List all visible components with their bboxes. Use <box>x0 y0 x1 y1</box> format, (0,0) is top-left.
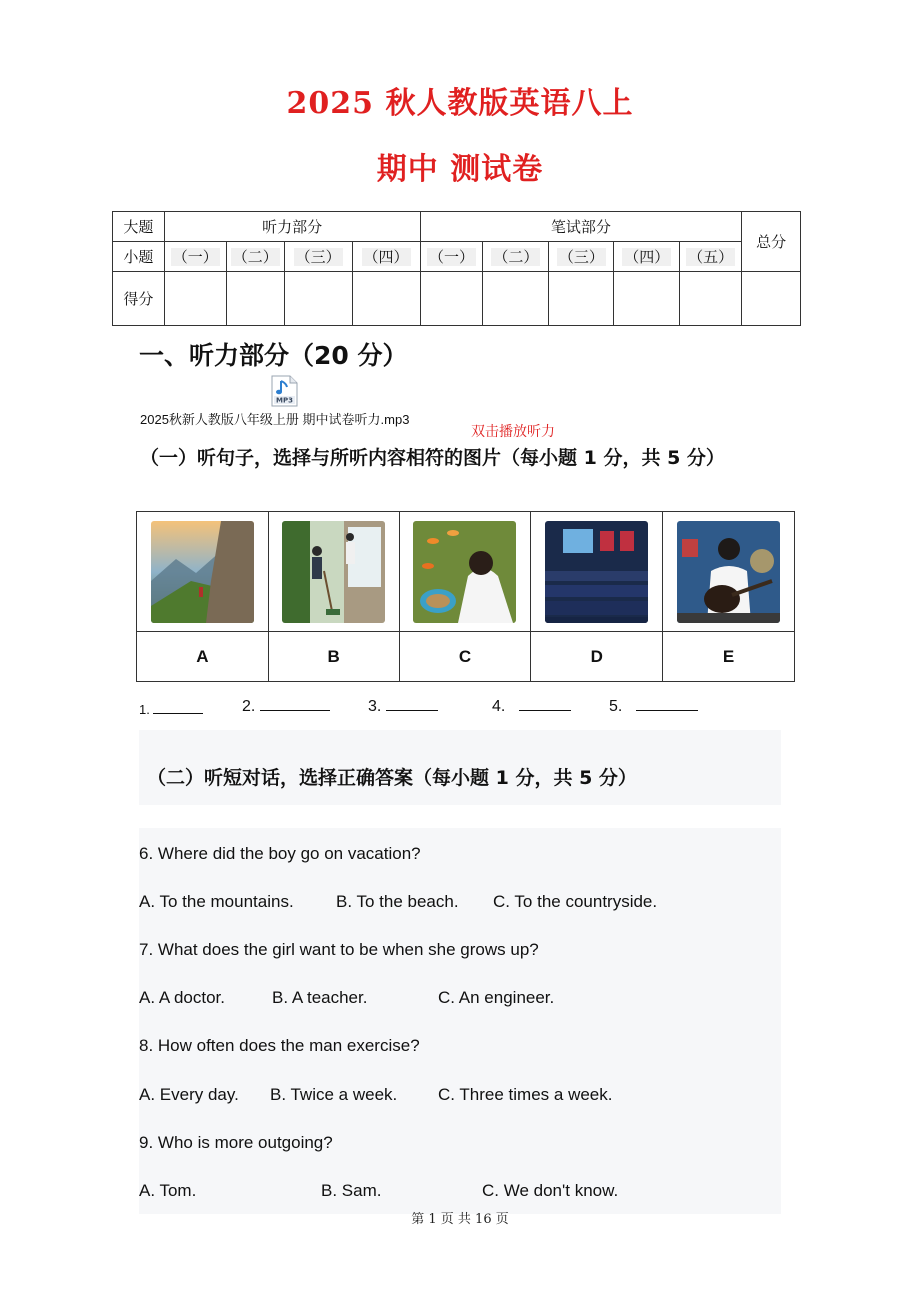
answer-blank-5[interactable] <box>609 697 698 716</box>
picture-d-cinema <box>545 521 648 623</box>
q9-option-b[interactable]: B. Sam. <box>321 1181 382 1200</box>
question-7: 7. What does the girl want to be when she grows up? <box>139 940 539 959</box>
writing-sub-2: （二） <box>493 248 539 266</box>
mp3-file-icon[interactable] <box>271 375 298 407</box>
part2-questions-panel <box>139 828 781 1214</box>
score-cell <box>614 272 680 326</box>
blank-number: 5. <box>609 698 623 715</box>
q7-option-a[interactable]: A. A doctor. <box>139 988 226 1007</box>
listening-sub-4: （四） <box>363 248 409 266</box>
picture-label-a: A <box>137 632 269 682</box>
q8-option-c[interactable]: C. Three times a week. <box>438 1085 613 1104</box>
blank-number: 2. <box>242 698 256 715</box>
score-row-sub: 小题 <box>113 242 165 272</box>
play-hint: 双击播放听力 <box>471 424 555 440</box>
q9-option-a[interactable]: A. Tom. <box>139 1181 197 1200</box>
score-header-major: 大题 <box>113 212 165 242</box>
mp3-filename[interactable]: 2025秋新人教版八年级上册 期中试卷听力.mp3 <box>140 412 410 427</box>
blank-line <box>519 697 571 711</box>
score-cell <box>420 272 483 326</box>
blank-number: 3. <box>368 698 382 715</box>
q7-option-c[interactable]: C. An engineer. <box>438 988 555 1007</box>
q7-option-b[interactable]: B. A teacher. <box>272 988 368 1007</box>
listening-sub-1: （一） <box>172 248 218 266</box>
picture-c-fish <box>413 521 516 623</box>
blank-number: 1. <box>139 702 150 717</box>
score-header-listening: 听力部分 <box>164 212 420 242</box>
listening-sub-2: （二） <box>232 248 278 266</box>
exam-title-line2: 期中 测试卷 <box>376 152 544 187</box>
score-cell <box>680 272 742 326</box>
blank-line <box>386 697 438 711</box>
picture-e-guitar <box>677 521 780 623</box>
exam-title-line1: 2025 秋人教版英语八上 <box>286 86 634 121</box>
score-header-writing: 笔试部分 <box>420 212 742 242</box>
picture-table <box>136 511 795 682</box>
q8-option-b[interactable]: B. Twice a week. <box>270 1085 398 1104</box>
writing-sub-4: （四） <box>624 248 670 266</box>
score-cell <box>352 272 420 326</box>
score-cell <box>549 272 614 326</box>
q6-option-b[interactable]: B. To the beach. <box>336 892 459 911</box>
score-cell <box>742 272 801 326</box>
blank-line <box>260 697 330 711</box>
picture-label-b: B <box>268 632 399 682</box>
picture-a-hiking <box>151 521 254 623</box>
section1-title: 一、听力部分（20 分） <box>139 341 408 370</box>
mp3-icon-label: MP3 <box>276 396 293 405</box>
page-footer: 第 1 页 共 16 页 <box>411 1212 509 1227</box>
score-table <box>112 211 801 326</box>
blank-number: 4. <box>492 698 506 715</box>
listening-sub-3: （三） <box>295 248 341 266</box>
picture-label-e: E <box>663 632 795 682</box>
answer-blank-2[interactable] <box>242 697 330 716</box>
part2-heading: （二）听短对话，选择正确答案（每小题 1 分，共 5 分） <box>147 767 637 789</box>
writing-sub-5: （五） <box>688 248 734 266</box>
blank-line <box>153 700 203 714</box>
blank-line <box>636 697 698 711</box>
part1-heading: （一）听句子，选择与所听内容相符的图片（每小题 1 分，共 5 分） <box>140 447 725 469</box>
score-row-score: 得分 <box>113 272 165 326</box>
score-cell <box>483 272 549 326</box>
question-8: 8. How often does the man exercise? <box>139 1036 420 1055</box>
score-header-total: 总分 <box>742 212 801 272</box>
picture-label-d: D <box>531 632 663 682</box>
question-9: 9. Who is more outgoing? <box>139 1133 333 1152</box>
score-cell <box>164 272 226 326</box>
question-6: 6. Where did the boy go on vacation? <box>139 844 421 863</box>
q6-option-a[interactable]: A. To the mountains. <box>139 892 294 911</box>
q9-option-c[interactable]: C. We don't know. <box>482 1181 619 1200</box>
answer-blank-1[interactable] <box>139 700 203 717</box>
score-cell <box>284 272 352 326</box>
answer-blank-4[interactable] <box>492 697 571 716</box>
answer-blank-3[interactable] <box>368 697 438 716</box>
score-cell <box>226 272 284 326</box>
writing-sub-1: （一） <box>428 248 474 266</box>
picture-label-c: C <box>399 632 531 682</box>
picture-b-cleaning <box>282 521 385 623</box>
q8-option-a[interactable]: A. Every day. <box>139 1085 239 1104</box>
writing-sub-3: （三） <box>558 248 604 266</box>
q6-option-c[interactable]: C. To the countryside. <box>493 892 658 911</box>
